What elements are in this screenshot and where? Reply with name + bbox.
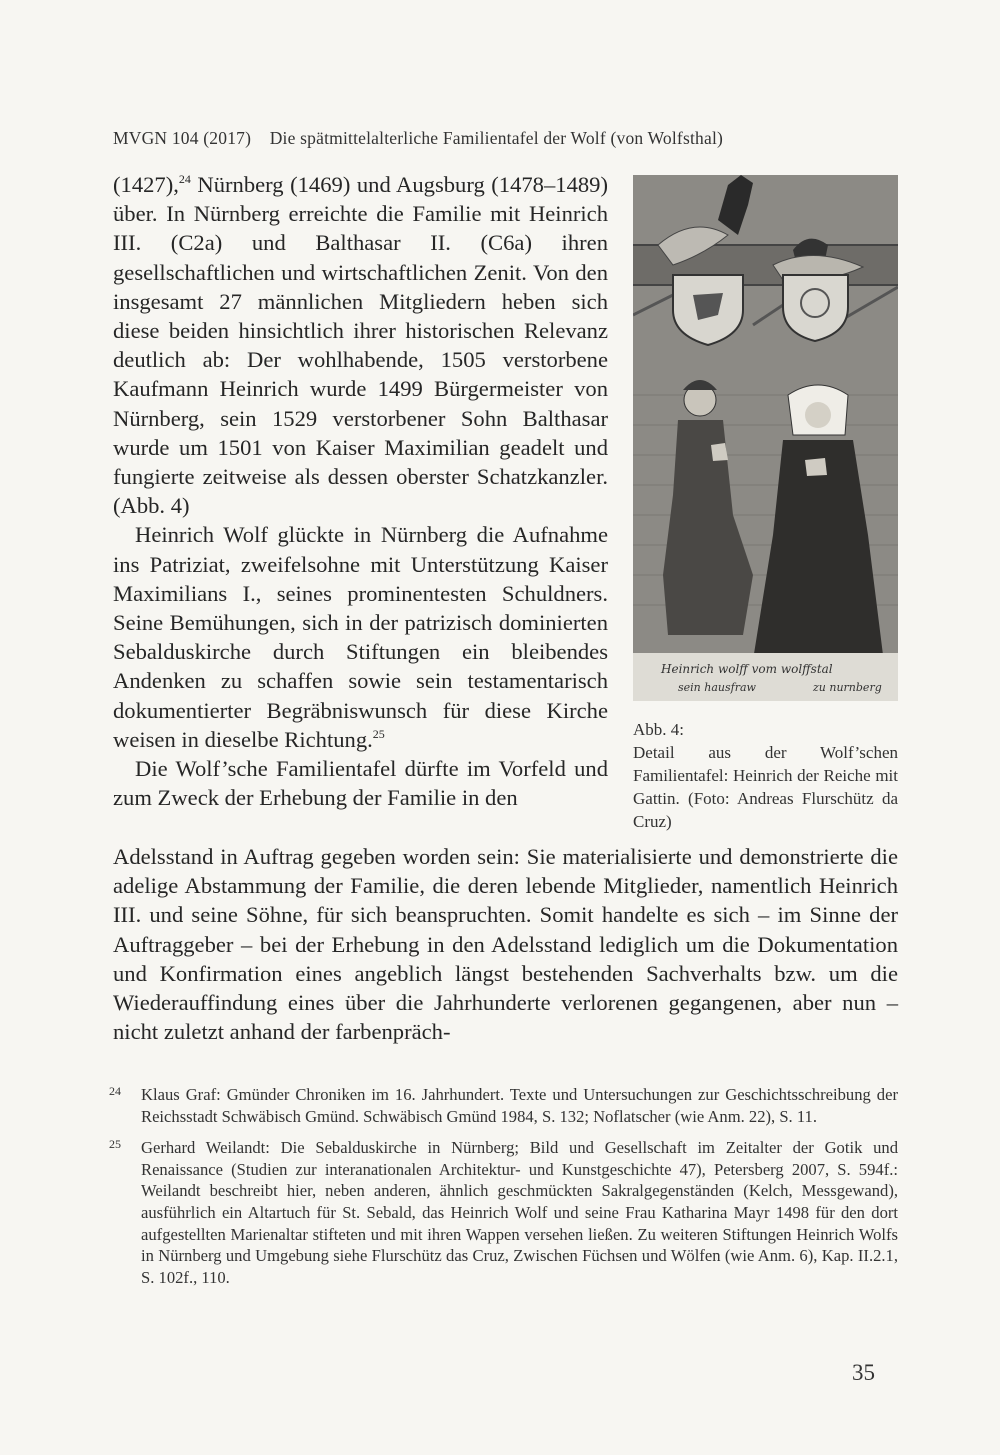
two-column-text <box>113 170 608 812</box>
footnote-text: Klaus Graf: Gmünder Chroniken im 16. Jahrhundert. Texte und Untersuchungen zur Geschichtsschreibung der Reichsstadt Schwäbisch Gmünd. Schwäbisch Gmünd 1984, S. 132; Noflatscher (wie Anm. 22), S. 11. <box>141 1085 898 1126</box>
inscription-line-3: zu nurnberg <box>813 681 882 694</box>
paragraph-2-body: Heinrich Wolf glückte in Nürnberg die Aufnahme ins Patriziat, zweifelsohne mit Unterstützung Kaiser Maximilians I., seines prominentesten Schuldners. Seine Bemühungen, sich in der patrizisch dominierten Sebalduskirche durch Stiftungen ein bleibendes Andenken zu schaffen sowie sein testamentarisch dokumentierter Begräbniswunsch für diese Kirche weisen in dieselbe Richtung. <box>113 522 608 752</box>
footnote-number: 25 <box>109 1137 121 1152</box>
inscription-line-2: sein hausfraw <box>678 681 756 694</box>
painting-illustration <box>633 175 898 701</box>
inscription-line-1: Heinrich wolff vom wolffstal <box>661 662 833 676</box>
caption-text: Detail aus der Wolf’schen Familientafel: Heinrich der Reiche mit Gattin. (Foto: Andreas Flurschütz da Cruz) <box>633 743 898 831</box>
paragraph-2 <box>113 520 608 754</box>
footnote-ref-25: 25 <box>372 726 385 741</box>
running-title: Die spätmittelalterliche Familientafel der Wolf (von Wolfsthal) <box>269 128 724 148</box>
footnote-24 <box>109 1084 898 1127</box>
footnote-text: Gerhard Weilandt: Die Sebalduskirche in Nürnberg; Bild und Gesellschaft im Zeitalter der Gotik und Renaissance (Studien zur interanationalen Architektur- und Kunstgeschichte 47), Petersberg 2007, S. 594f.: Weilandt beschreibt hier, neben anderen, ähnlich geschmückten Sakralgegenständen (Kelch, Messgewand), ausführlich ein Altartuch für St. Sebald, das Heinrich Wolf und seine Frau Katharina Mayr 1498 für den dort aufgestellten Marienaltar stifteten und mit ihren Wappen versehen ließen. Zu weiteren Stiftungen Heinrich Wolfs in Nürnberg und Umgebung siehe Flurschütz das Cruz, Zwischen Füchsen und Wölfen (wie Anm. 6), Kap. II.2.1, S. 102f., 110. <box>141 1138 898 1287</box>
paragraph-1-body: Nürnberg (1469) und Augsburg (1478–1489) über. In Nürnberg erreichte die Familie mit Heinrich III. (C2a) und Balthasar II. (C6a) ihren gesellschaftlichen und wirtschaftlichen Zenit. Von den insgesamt 27 männlichen Mitgliedern heben sich diese beiden hinsichtlich ihrer historischen Relevanz deutlich ab: Der wohlhabende, 1505 verstorbene Kaufmann Heinrich wurde 1499 Bürgermeister von Nürnberg, sein 1529 verstorbener Sohn Balthasar wurde um 1501 von Kaiser Maximilian geadelt und fungierte zeitweise als dessen oberster Schatzkanzler. (Abb. 4) <box>113 172 608 519</box>
paragraph-3-continued: Adelsstand in Auftrag gegeben worden sein: Sie materialisierte und demonstrierte die adelige Abstammung der Familie, die deren lebende Mitglieder, namentlich Heinrich III. und seine Söhne, für sich beanspruchten. Somit handelte es sich – im Sinne der Auftraggeber – bei der Erhebung in den Adelsstand lediglich um die Dokumentation und Konfirmation eines angeblich längst bestehenden Sachverhalts bzw. um die Wiederauffindung eines über die Jahrhunderte verlorenen gegangenen, aber nun – nicht zuletzt anhand der farbenpräch- <box>113 844 898 1045</box>
caption-label: Abb. 4: <box>633 720 684 739</box>
figure-family-panel-detail <box>633 175 898 701</box>
figure-caption <box>633 718 898 833</box>
paragraph-1 <box>113 170 608 520</box>
footnotes <box>109 1084 898 1298</box>
paragraph-1-start: (1427), <box>113 172 179 197</box>
paragraph-3-start: Die Wolf’sche Familientafel dürfte im Vorfeld und zum Zweck der Erhebung der Familie in den <box>113 756 608 811</box>
footnote-number: 24 <box>109 1084 121 1098</box>
coat-of-arms-right <box>783 275 848 341</box>
page-number: 35 <box>852 1360 875 1385</box>
full-width-text <box>113 842 898 1046</box>
journal-reference: MVGN 104 (2017) <box>113 128 252 148</box>
footnote-25 <box>109 1137 898 1288</box>
running-header <box>113 128 898 149</box>
footnote-ref-24: 24 <box>178 172 191 186</box>
